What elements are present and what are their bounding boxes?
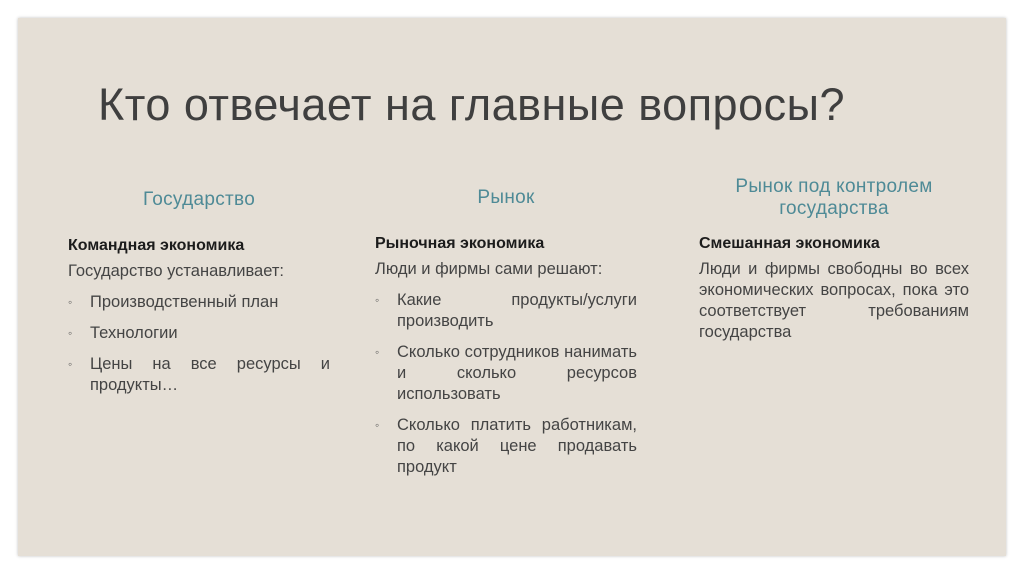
column-intro: Люди и фирмы сами решают: [375,260,603,278]
bullet-icon: ◦ [68,326,73,340]
list-item [375,415,637,478]
column-intro: Люди и фирмы свободны во всех экономических вопросах, пока это соответствует требованиям государства [699,260,969,341]
bullet-icon: ◦ [68,295,73,309]
bullet-icon: ◦ [375,293,380,307]
list-item [68,354,330,396]
column-heading: Рынок [477,187,535,208]
list-item-text: Сколько сотрудников нанимать и сколько ресурсов использовать [397,343,637,403]
list-item [68,292,330,313]
bullet-list [375,290,637,478]
column-subheading: Командная экономика [68,237,245,254]
list-item-text: Какие продукты/услуги производить [397,291,637,330]
bullet-icon: ◦ [375,345,380,359]
list-item-text: Сколько платить работникам, по какой цене продавать продукт [397,416,637,476]
list-item-text: Технологии [90,324,178,342]
list-item [68,323,330,344]
column-market [375,173,637,488]
column-subheading: Смешанная экономика [699,235,880,252]
column-heading: Государство [142,189,256,210]
bullet-icon: ◦ [375,418,380,432]
column-subheading: Рыночная экономика [375,235,545,252]
list-item-text: Производственный план [90,293,279,311]
column-mixed [699,173,969,343]
list-item [375,290,637,332]
slide-title: Кто отвечает на главные вопросы? [98,79,845,130]
list-item [375,342,637,405]
slide [18,18,1006,556]
column-state [68,173,330,406]
list-item-text: Цены на все ресурсы и продукты… [90,355,330,394]
column-heading: Рынок под контролем государства [735,176,933,219]
column-intro: Государство устанавливает: [68,262,284,280]
bullet-icon: ◦ [68,357,73,371]
bullet-list [68,292,330,396]
